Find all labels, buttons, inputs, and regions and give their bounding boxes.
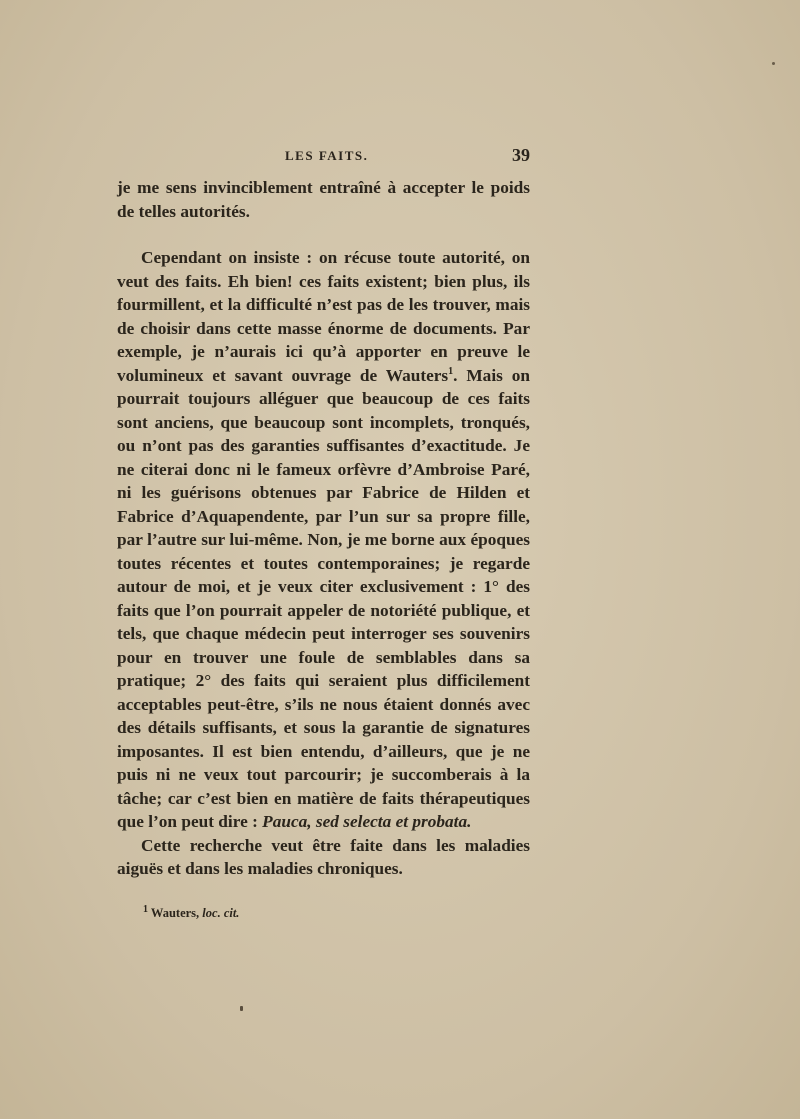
page-header xyxy=(135,146,530,168)
paragraph-final: Cette recherche veut être faite dans les maladies aiguës et dans les maladies chroniques. xyxy=(117,835,530,878)
footnote-author: Wauters, xyxy=(150,906,200,920)
paragraph-main-text-a: Cependant on insiste : on récuse toute autorité, on veut des faits. Eh bien! ces faits existent; bien plus, ils fourmillent, et la difficulté n’est pas de les trouver, mais de choisir dans cette masse énorme de documents. Par exemple, je n’aurais ici qu’à apporter en preuve le volumineux et savant ouvrage de Wauters xyxy=(117,248,530,385)
footnote-reference-text: loc. cit. xyxy=(202,906,240,920)
running-title: LES FAITS. xyxy=(285,148,369,163)
body-text xyxy=(117,176,530,881)
footnote xyxy=(143,903,240,921)
ink-speck xyxy=(772,62,775,65)
page-number: 39 xyxy=(512,145,530,165)
ink-speck xyxy=(240,1006,243,1011)
paragraph-continuation: je me sens invinciblement entraîné à accepter le poids de telles autorités. xyxy=(117,178,530,221)
footnote-reference: 1 xyxy=(448,365,454,377)
latin-quote: Pauca, sed selecta et probata. xyxy=(262,812,472,831)
paragraph-main xyxy=(117,246,530,834)
paragraph-main-text-b: . Mais on pourrait toujours alléguer que beaucoup de ces faits sont anciens, que beaucoup sont incomplets, tronqués, ou n’ont pas des garanties suffisantes d’exactitude. Je ne citerai donc ni le fameux orfèvre d’Ambroise Paré, ni les guérisons obtenues par Fabrice de Hilden et Fabrice d’Aquapendente, par l’un sur sa propre fille, par l’autre sur lui-même. Non, je me borne aux époques toutes récentes et toutes contemporaines; je regarde autour de moi, et je veux citer exclusivement : 1° des faits que l’on pourrait appeler de notoriété publique, et tels, que chaque médecin peut interroger ses souvenirs pour en trouver une foule de semblables dans sa pratique; 2° des faits qui seraient plus difficilement acceptables peut-être, s’ils ne nous étaient donnés avec des détails suffisants, et sous la garantie de signatures imposantes. Il est bien entendu, d’ailleurs, que je ne puis ni ne veux tout parcourir; je succomberais à la tâche; car c’est bien en matière de faits thérapeutiques que l’on peut dire : xyxy=(117,365,530,831)
footnote-marker: 1 xyxy=(143,903,148,915)
